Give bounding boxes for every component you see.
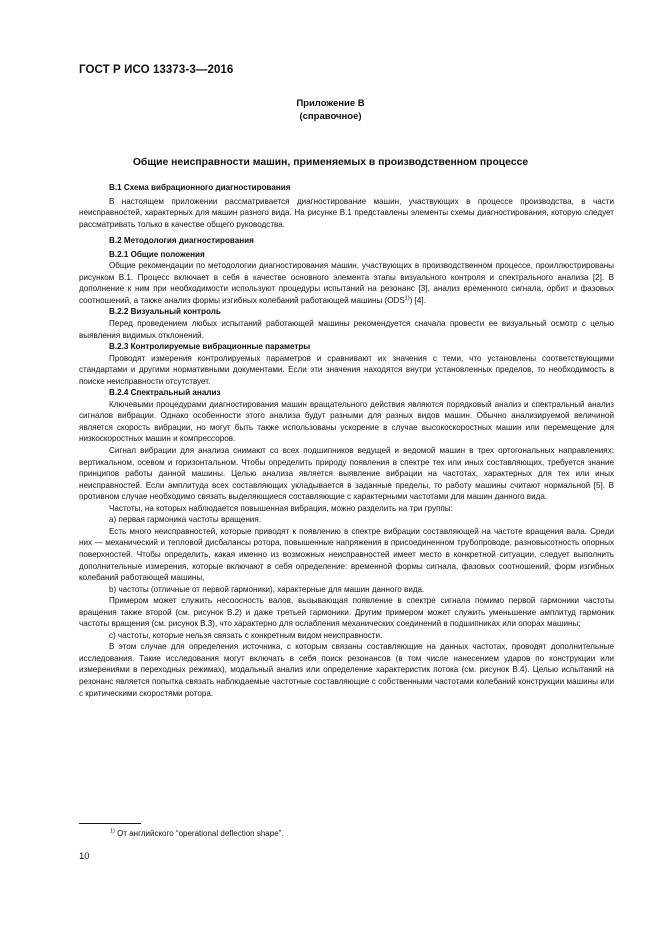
- paragraph: В настоящем приложении рассматривается диагностирование машин, участвующих в процессе производства, в части неисправностей, характерных для машин разного вида. На рисунке В.1 представлены элементы схемы диагностирования, которую следует рассматривать только в качестве общего руководства.: [79, 196, 614, 229]
- document-id: ГОСТ Р ИСО 13373-3—2016: [79, 64, 234, 76]
- page-number: 10: [79, 851, 90, 862]
- paragraph: Перед проведением любых испытаний работающей машины рекомендуется сначала провести ее визуальный осмотр с целью выявления видимых отклонений.: [79, 319, 614, 340]
- main-title: Общие неисправности машин, применяемых в производственном процессе: [132, 157, 529, 168]
- paragraph: Сигнал вибрации для анализа снимают со всех подшипников ведущей и ведомой машин в трех ортогональных направлениях: вертикальном, осевом и горизонтальном. Чтобы определить природу появления в спектре тех или иных составляющих, требуется знание принципов работы данной машины. Целью анализа является выявление вибрации на частотах, характерных для тех или иных неисправностей. Если амплитуда всех составляющих укладывается в заданные пределы, то работу машины считают нормальной [5]. В противном случае необходимо связать выделяющиеся составляющие с характерными частотами для машин данного вида.: [79, 446, 614, 502]
- paragraph: В этом случае для определения источника, с которым связаны составляющие на данных частотах, проводят дополнительные исследования. Такие исследования могут включать в себя поиск резонансов (в том числе нанесением ударов по конструкции или измерениями в переходных режимах), модальный анализ или определение характеристик потока (см. рисунок В.4). Целью испытаний на резонанс является попытка связать наблюдаемые частотные составляющие с собственными частотами колебаний конструкции машины или с критическими скоростями ротора.: [79, 642, 614, 698]
- list-item-c: с) частоты, которые нельзя связать с конкретным видом неисправности.: [109, 630, 383, 640]
- body-text: [79, 182, 614, 699]
- section-heading-b1: В.1 Схема вибрационного диагностирования: [109, 183, 291, 192]
- paragraph-text: ) [4].: [409, 295, 426, 305]
- subsection-heading-b2-4: В.2.4 Спектральный анализ: [109, 388, 221, 398]
- paragraph: Проводят измерения контролируемых параметров и сравнивают их значения с теми, что установлены соответствующими стандартами и другими нормативными документами. Если эти значения находятся внутри установленных пределов, то необходимость в поиске неисправности отсутствует.: [79, 353, 614, 386]
- subsection-heading-b2-3: В.2.3 Контролируемые вибрационные параметры: [109, 342, 311, 352]
- paragraph: Частоты, на которых наблюдается повышенная вибрация, можно разделить на три группы:: [109, 503, 453, 513]
- subsection-heading-b2-1: В.2.1 Общие положения: [109, 249, 205, 259]
- section-heading-b2: В.2 Методология диагностирования: [109, 236, 254, 246]
- footnote-marker: 1): [110, 828, 115, 835]
- footnote-text: От английского “operational deflection shape”.: [117, 829, 284, 838]
- footnote-separator: [79, 823, 141, 824]
- paragraph: Примером может служить несоосность валов, вызывающая появление в спектре сигнала помимо первой гармоники частоты вращения также второй (см. рисунок В.2) и даже третьей гармоники. Другим примером может служить уменьшение амплитуд гармоник частоты вращения (см. рисунок В.3), что характерно для ослабления механических соединений в подшипниках или опорах машины;: [79, 596, 614, 629]
- paragraph: Ключевыми процедурами диагностирования машин вращательного действия являются порядковый анализ и спектральный анализ сигналов вибрации. Однако особенности этого анализа будут разными для разных видов машин. Обычно анализируемой величиной является скорость вибрации, но могут быть также использованы ускорение в случае высокоскоростных машин или перемещение для низкоскоростных машин и компрессоров.: [79, 399, 614, 444]
- footnote-ref: 1): [404, 295, 410, 302]
- footnote: [110, 829, 284, 838]
- paragraph: Есть много неисправностей, которые приводят к появлению в спектре вибрации составляющей на частоте вращения вала. Среди них — механический и тепловой дисбалансы ротора, повышенные напряжения в присоединенном трубопроводе, разновысотность опорных поверхностей. Чтобы определить, какая именно из возможных неисправностей имеет место в конкретной ситуации, следует выполнить дополнительные измерения, которые включают в себя определение: временной формы сигнала, фазовых соотношений, форм изгибных колебаний работающей машины,: [79, 526, 614, 583]
- annex-type: (справочное): [299, 111, 362, 122]
- subsection-heading-b2-2: В.2.2 Визуальный контроль: [109, 307, 221, 317]
- list-item-a: а) первая гармоника частоты вращения.: [109, 515, 261, 525]
- list-item-b: b) частоты (отличные от первой гармоники), характерные для машин данного вида.: [109, 584, 425, 594]
- annex-title: Приложение В: [296, 98, 365, 109]
- paragraph-text: Общие рекомендации по методологии диагностирования машин, участвующих в производственном процессе, проиллюстрированы рисунком В.1. Процесс включает в себя в качестве основного элемента этапы визуального контроля и спектрального анализа [2]. В дополнение к ним при необходимости используют процедуры испытаний на резонанс [3], анализ временного сигнала, орбит и фазовых соотношений, а также анализ формы изгибных колебаний работающей машины (ODS: [79, 261, 614, 305]
- paragraph: [79, 260, 614, 306]
